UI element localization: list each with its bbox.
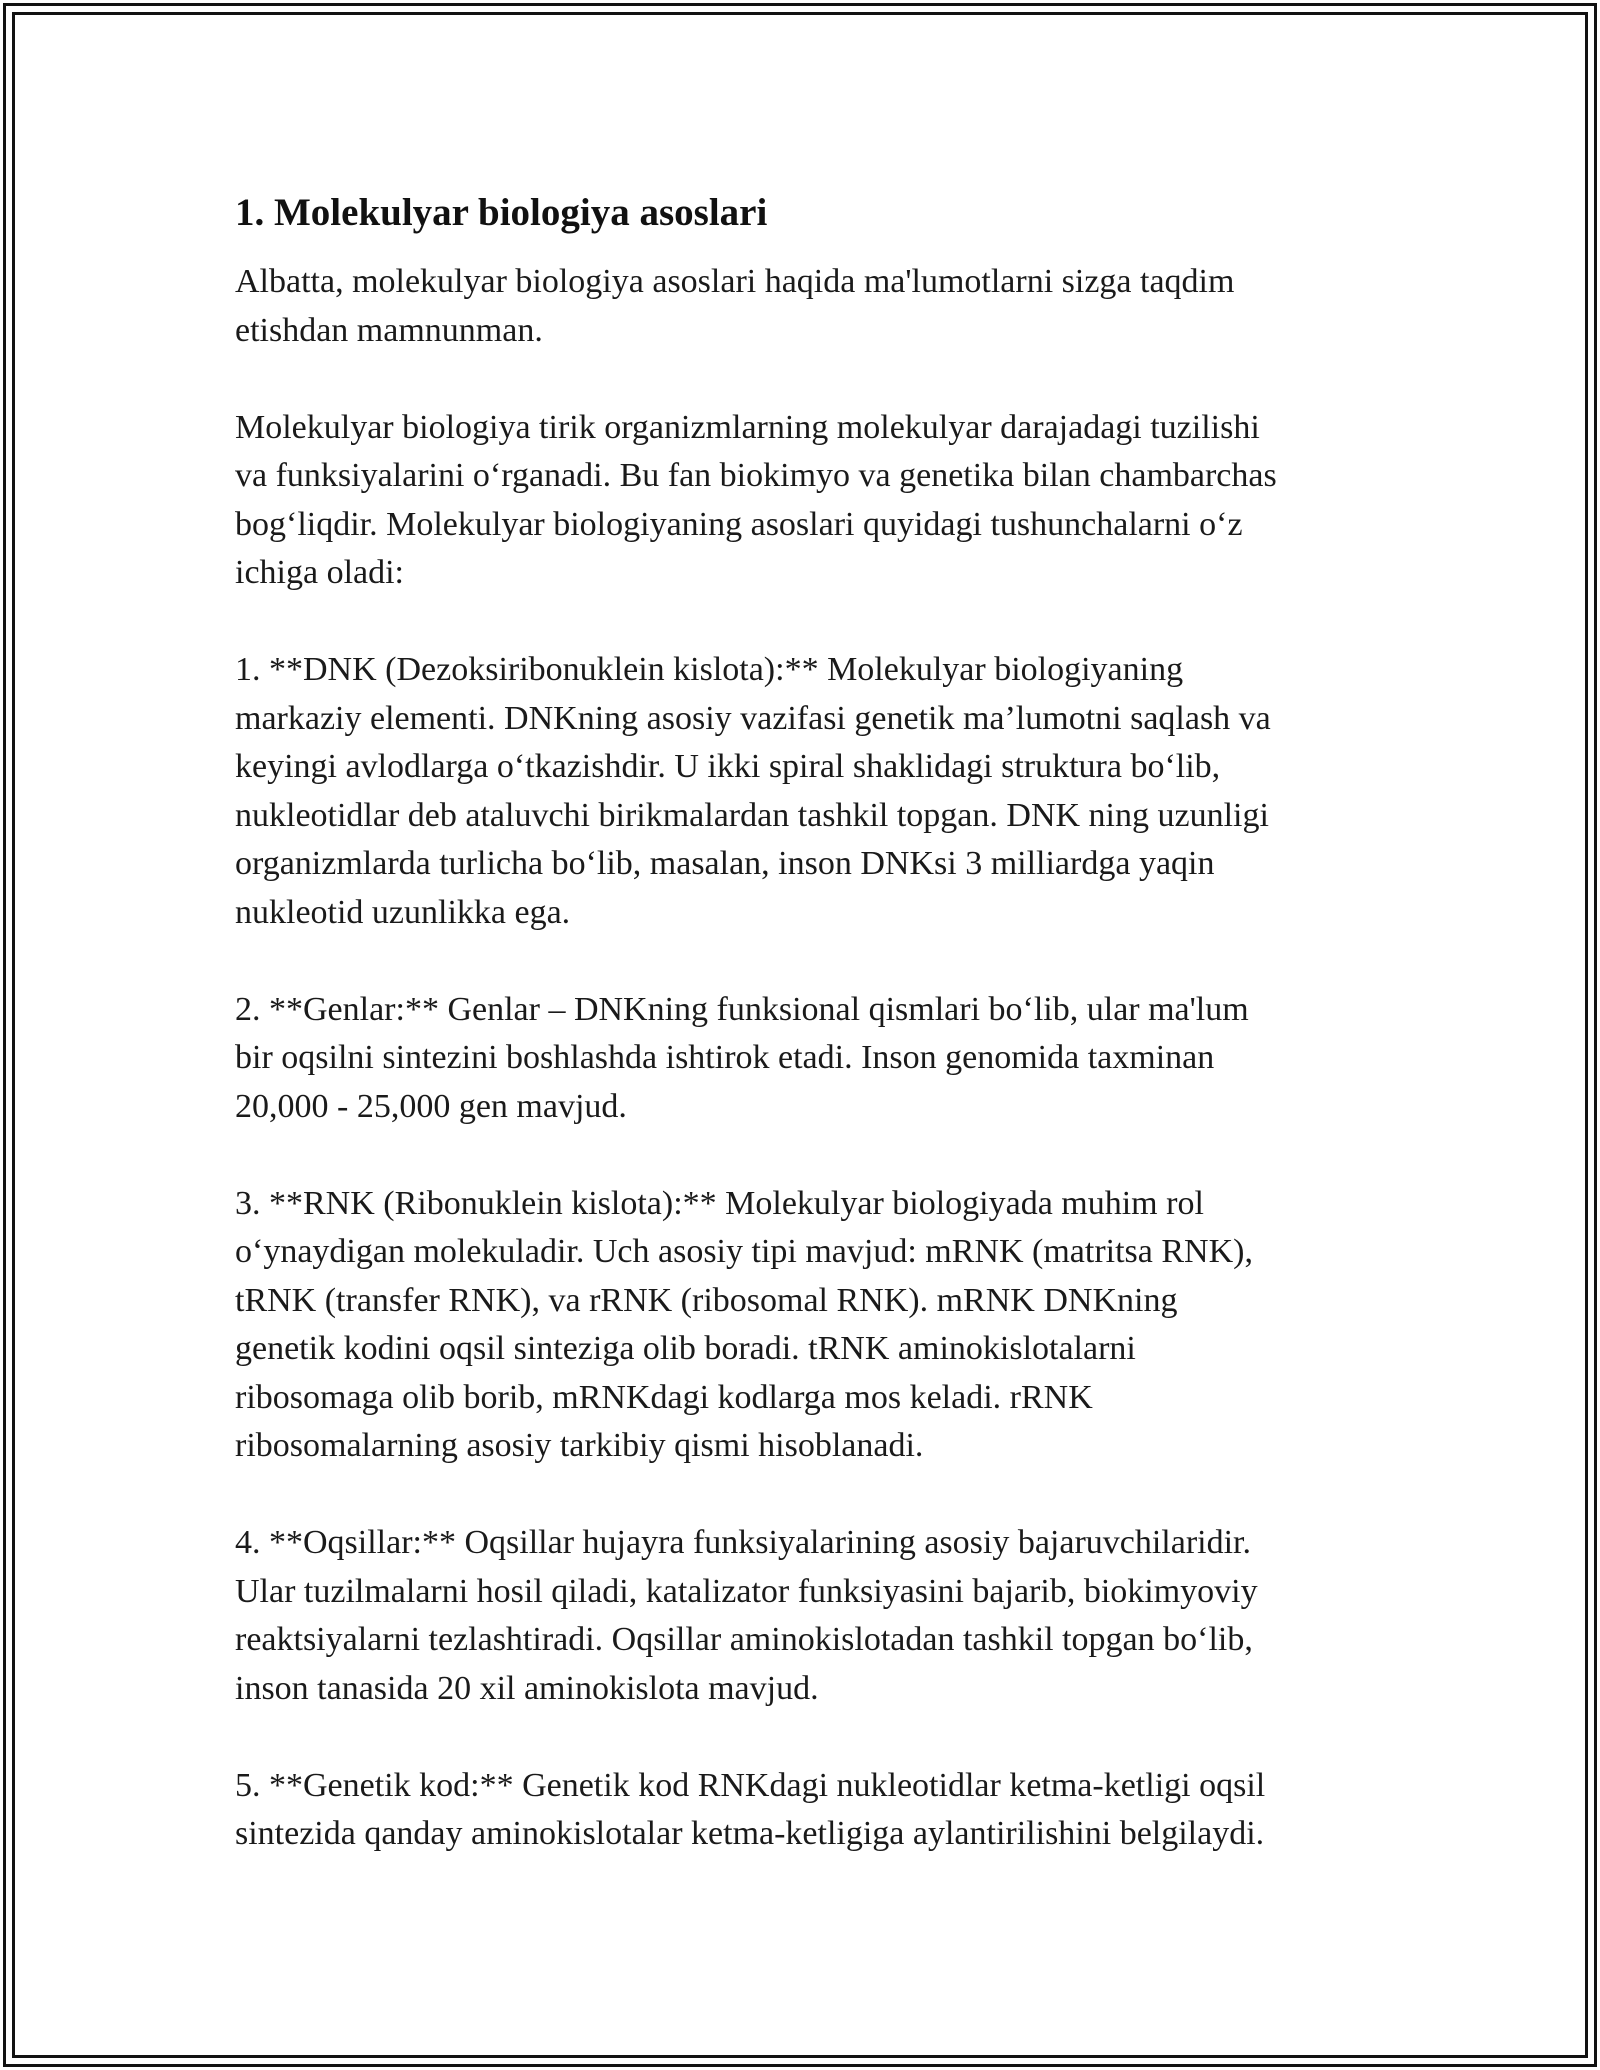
list-item-rnk: 3. **RNK (Ribonuklein kislota):** Molekulyar biologiyada muhim rol o‘ynaydigan molekuladir. Uch asosiy tipi mavjud: mRNK (matritsa RNK), tRNK (transfer RNK), va rRNK (ribosomal RNK). mRNK DNKning genetik kodini oqsil sinteziga olib boradi. tRNK aminokislotalarni ribosomaga olib borib, mRNKdagi kodlarga mos keladi. rRNK ribosomalarning asosiy tarkibiy qismi hisoblanadi. — [235, 1184, 1253, 1464]
document-page — [235, 188, 1375, 1907]
list-item-oqsillar: 4. **Oqsillar:** Oqsillar hujayra funksiyalarining asosiy bajaruvchilaridir. Ular tuzilmalarni hosil qiladi, katalizator funksiyasini bajarib, biokimyoviy reaktsiyalarni tezlashtiradi. Oqsillar aminokislotadan tashkil topgan bo‘lib, inson tanasida 20 xil aminokislota mavjud. — [235, 1524, 1258, 1707]
overview-paragraph: Molekulyar biologiya tirik organizmlarning molekulyar darajadagi tuzilishi va funksiyalarini o‘rganadi. Bu fan biokimyo va genetika bilan chambarchas bog‘liqdir. Molekulyar biologiyaning asoslari quyidagi tushunchalarni o‘z ichiga oladi: — [235, 408, 1277, 591]
document-title: 1. Molekulyar biologiya asoslari — [235, 191, 768, 234]
intro-paragraph: Albatta, molekulyar biologiya asoslari haqida ma'lumotlarni sizga taqdim etishdan mamnunman. — [235, 263, 1235, 349]
list-item-dnk: 1. **DNK (Dezoksiribonuklein kislota):** Molekulyar biologiyaning markaziy elementi. DNKning asosiy vazifasi genetik ma’lumotni saqlash va keyingi avlodlarga o‘tkazishdir. U ikki spiral shaklidagi struktura bo‘lib, nukleotidlar deb ataluvchi birikmalardan tashkil topgan. DNK ning uzunligi organizmlarda turlicha bo‘lib, masalan, inson DNKsi 3 milliardga yaqin nukleotid uzunlikka ega. — [235, 651, 1271, 931]
list-item-genlar: 2. **Genlar:** Genlar – DNKning funksional qismlari bo‘lib, ular ma'lum bir oqsilni sintezini boshlashda ishtirok etadi. Inson genomida taxminan 20,000 - 25,000 gen mavjud. — [235, 990, 1249, 1125]
list-item-genetik-kod: 5. **Genetik kod:** Genetik kod RNKdagi nukleotidlar ketma-ketligi oqsil sintezida qanday aminokislotalar ketma-ketligiga aylantirilishini belgilaydi. — [235, 1766, 1266, 1852]
